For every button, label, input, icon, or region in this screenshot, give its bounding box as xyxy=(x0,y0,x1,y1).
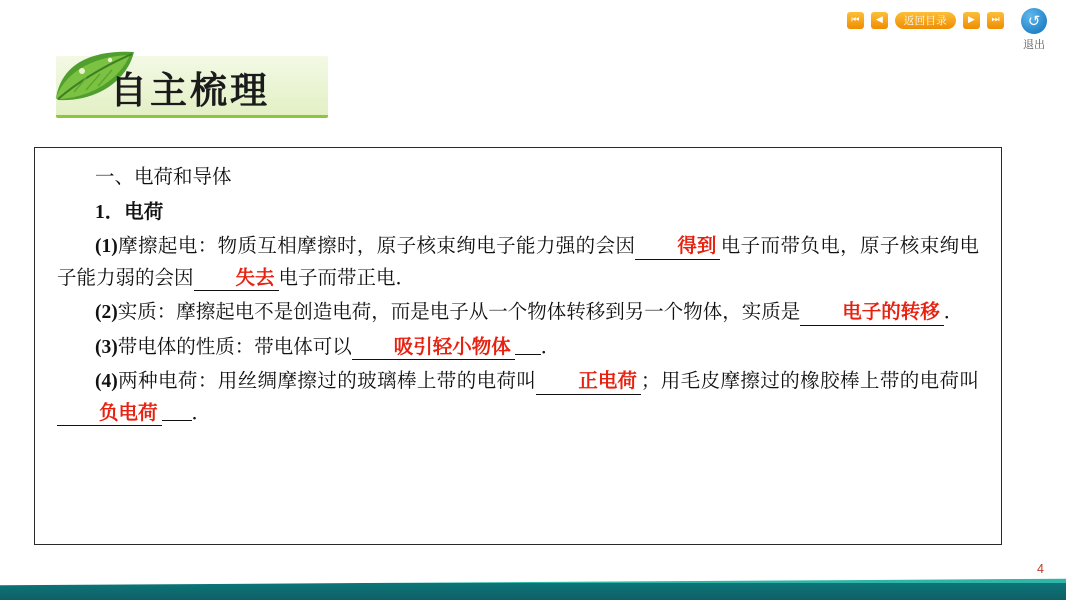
item-3 xyxy=(57,332,979,364)
item-4-answer-b: 负电荷 xyxy=(57,403,162,426)
item-2 xyxy=(57,297,979,329)
item-4-text-a: 两种电荷：用丝绸摩擦过的玻璃棒上带的电荷叫 xyxy=(117,371,537,393)
item-2-label: (2) xyxy=(95,302,118,324)
item-3-answer-a: 吸引轻小物体 xyxy=(352,337,515,360)
previous-slide-icon[interactable]: ◀ xyxy=(871,12,888,29)
item-1-text-b: 电子而带负电，原子核束绚电子能力弱的会因 xyxy=(57,236,979,289)
next-slide-icon[interactable]: ▶ xyxy=(963,12,980,29)
item-1-answer-b: 失去 xyxy=(194,268,279,291)
item-1-label: (1) xyxy=(95,236,118,258)
item-4 xyxy=(57,366,979,429)
first-slide-icon[interactable]: ⏮ xyxy=(847,12,864,29)
exit-label: 退出 xyxy=(1023,39,1045,51)
last-slide-icon[interactable]: ⏭ xyxy=(987,12,1004,29)
exit-button[interactable] xyxy=(1012,8,1056,52)
content-box xyxy=(34,147,1002,545)
title-banner xyxy=(30,48,330,126)
item-2-text-a: 实质：摩擦起电不是创造电荷，而是电子从一个物体转移到另一个物体，实质是 xyxy=(117,302,801,324)
item-4-text-c: ． xyxy=(191,403,212,425)
item-2-text-b: ． xyxy=(943,302,964,324)
page-title: 自主梳理 xyxy=(110,71,270,112)
section-heading: 一、电荷和导体 xyxy=(95,167,232,188)
item-1-text-a: 摩擦起电：物质互相摩擦时，原子核束绚电子能力强的会因 xyxy=(117,236,636,258)
item-4-text-b: ；用毛皮摩擦过的橡胶棒上带的电荷叫 xyxy=(640,371,979,393)
item-1 xyxy=(57,231,979,294)
page-number: 4 xyxy=(1037,562,1044,576)
sub-heading: 1．电荷 xyxy=(95,201,164,223)
item-3-text-b: ． xyxy=(540,336,561,358)
item-4-blank xyxy=(162,401,192,421)
item-3-label: (3) xyxy=(95,336,118,358)
exit-icon[interactable]: ↺ xyxy=(1021,8,1047,34)
item-1-answer-a: 得到 xyxy=(635,236,720,259)
return-to-contents-button[interactable]: 返回目录 xyxy=(895,12,956,29)
item-1-text-c: 电子而带正电． xyxy=(278,267,416,289)
item-3-text-a: 带电体的性质：带电体可以 xyxy=(117,336,352,358)
item-4-answer-a: 正电荷 xyxy=(536,371,641,394)
item-4-label: (4) xyxy=(95,371,118,393)
item-2-answer-a: 电子的转移 xyxy=(800,302,944,325)
item-3-blank xyxy=(515,334,541,354)
navigation-bar[interactable] xyxy=(847,12,1004,29)
